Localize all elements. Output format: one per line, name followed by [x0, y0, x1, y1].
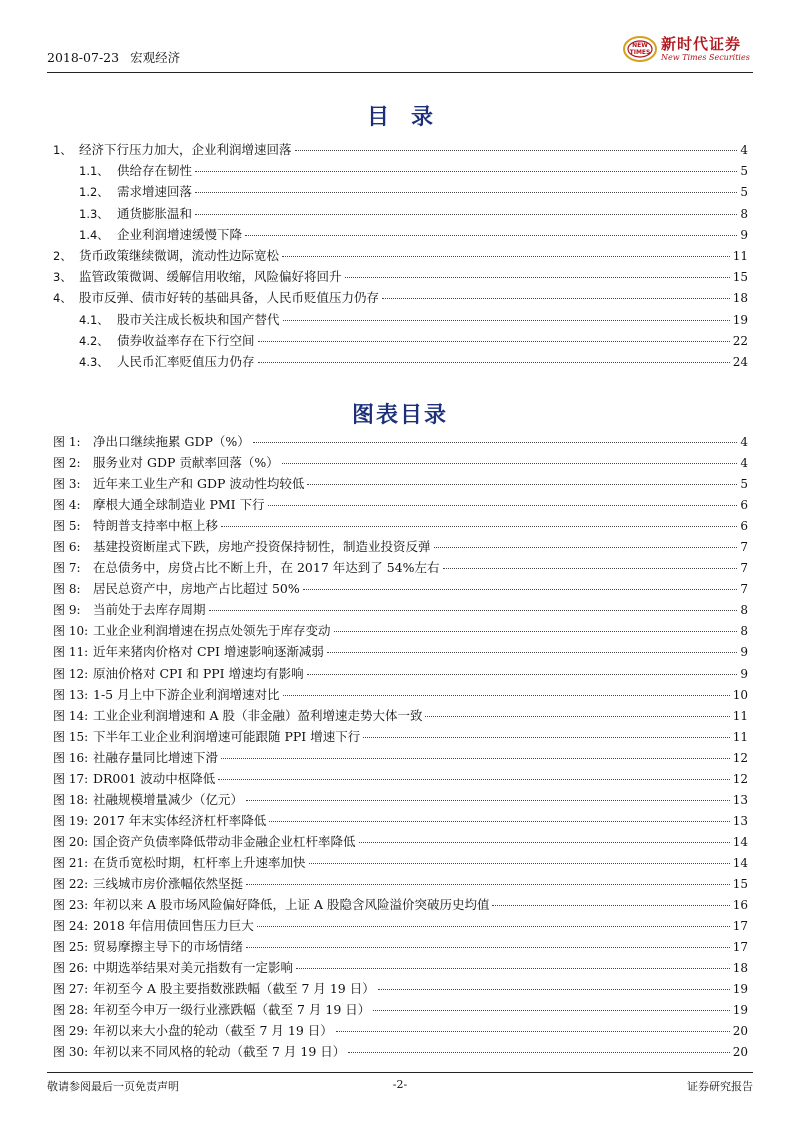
- figure-entry-page: 10: [732, 687, 748, 702]
- toc-entry[interactable]: [53, 267, 748, 288]
- leader-dots: [195, 171, 737, 172]
- leader-dots: [434, 547, 738, 548]
- figure-entry-page: 20: [732, 1045, 748, 1060]
- leader-dots: [258, 341, 730, 342]
- figure-entry[interactable]: [53, 579, 748, 600]
- figure-entry-number: 图 19:: [53, 813, 89, 828]
- leader-dots: [359, 842, 730, 843]
- toc-entry[interactable]: [53, 204, 748, 225]
- figure-entry-number: 图 12:: [53, 666, 89, 681]
- figure-entry-number: 图 30:: [53, 1045, 89, 1060]
- toc-entry-page: 15: [732, 270, 748, 285]
- leader-dots: [373, 1010, 729, 1011]
- figure-entry-number: 图 24:: [53, 919, 89, 934]
- figure-entry-number: 图 15:: [53, 729, 89, 744]
- toc-entry-number: 4.1、: [79, 312, 109, 327]
- leader-dots: [282, 463, 738, 464]
- figure-entry-label: 当前处于去库存周期: [93, 602, 206, 618]
- figure-entry-number: 图 6:: [53, 540, 81, 555]
- figure-entry[interactable]: [53, 664, 748, 685]
- leader-dots: [425, 716, 729, 717]
- figure-entry[interactable]: [53, 558, 748, 579]
- figure-entry[interactable]: [53, 600, 748, 621]
- figure-entry-page: 17: [732, 919, 748, 934]
- figure-entry-number: 图 1:: [53, 435, 81, 449]
- figure-entry-page: 13: [732, 792, 748, 807]
- leader-dots: [283, 695, 730, 696]
- figure-entry-page: 15: [732, 876, 748, 891]
- figure-entry-label: 1-5 月上中下游企业利润增速对比: [93, 686, 280, 702]
- leader-dots: [443, 568, 738, 569]
- figure-entry-page: 13: [732, 813, 748, 828]
- leader-dots: [363, 737, 730, 738]
- toc-entry-label: 通货膨胀温和: [117, 205, 193, 221]
- figure-entry-label: 在货币宽松时期，杠杆率上升速率加快: [93, 854, 306, 870]
- figure-entry-label: 特朗普支持率中枢上移: [93, 518, 219, 534]
- figure-entry-label: 年初以来大小盘的轮动（截至 7 月 19 日）: [93, 1023, 333, 1039]
- page-header: [47, 30, 753, 73]
- leader-dots: [221, 758, 730, 759]
- figure-entry[interactable]: [53, 727, 748, 748]
- figure-entry-page: 18: [732, 961, 748, 976]
- toc-list: [53, 140, 748, 373]
- figure-entry[interactable]: [53, 748, 748, 769]
- toc-entry[interactable]: [53, 246, 748, 267]
- figure-entry-page: 8: [740, 624, 748, 639]
- figure-entry-page: 6: [740, 498, 748, 513]
- figure-entry-number: 图 2:: [53, 456, 81, 471]
- figure-entry-number: 图 29:: [53, 1024, 89, 1039]
- leader-dots: [382, 298, 730, 299]
- leader-dots: [303, 589, 738, 590]
- figure-entry-number: 图 27:: [53, 982, 89, 997]
- figure-entry[interactable]: [53, 832, 748, 853]
- toc-entry-label: 经济下行压力加大，企业利润增速回落: [79, 142, 292, 157]
- figure-entry-page: 9: [740, 666, 748, 681]
- figure-entry[interactable]: [53, 853, 748, 874]
- figure-entry-page: 12: [732, 750, 748, 765]
- figure-entry-page: 20: [732, 1024, 748, 1039]
- leader-dots: [307, 674, 738, 675]
- figure-entry-page: 7: [740, 582, 748, 597]
- leader-dots: [378, 989, 730, 990]
- figure-entry-page: 14: [732, 834, 748, 849]
- figure-entry-number: 图 28:: [53, 1003, 89, 1018]
- figure-entry-label: 社融存量同比增速下滑: [93, 749, 219, 765]
- figure-entry-number: 图 18:: [53, 792, 89, 807]
- leader-dots: [245, 235, 737, 236]
- leader-dots: [209, 610, 738, 611]
- figure-entry-page: 6: [740, 519, 748, 534]
- leader-dots: [309, 863, 730, 864]
- figure-entry-number: 图 3:: [53, 477, 81, 492]
- figure-entry[interactable]: [53, 432, 748, 453]
- figure-entry-label: 在总债务中，房贷占比不断上升，在 2017 年达到了 54%左右: [93, 560, 440, 576]
- figure-entry-number: 图 16:: [53, 750, 89, 765]
- figure-entry-page: 8: [740, 603, 748, 618]
- leader-dots: [258, 362, 730, 363]
- figure-entry-label: 2017 年末实体经济杠杆率降低: [93, 812, 267, 828]
- toc-entry[interactable]: [53, 331, 748, 352]
- logo-emblem-icon: [623, 34, 657, 64]
- disclaimer-note: 敬请参阅最后一页免责声明: [47, 1080, 179, 1093]
- figure-entry[interactable]: [53, 706, 748, 727]
- toc-entry-page: 19: [732, 312, 748, 327]
- figure-entry[interactable]: [53, 685, 748, 706]
- figure-entry[interactable]: [53, 621, 748, 642]
- figure-entry[interactable]: [53, 1042, 748, 1063]
- leader-dots: [253, 442, 738, 443]
- logo-english-name: New Times Securities: [661, 53, 750, 62]
- figure-entry[interactable]: [53, 811, 748, 832]
- report-category: 宏观经济: [130, 50, 181, 65]
- leader-dots: [246, 800, 730, 801]
- leader-dots: [295, 150, 738, 151]
- figure-entry-number: 图 22:: [53, 876, 89, 891]
- figure-entry-page: 17: [732, 940, 748, 955]
- toc-entry-label: 股市反弹、债市好转的基础具备，人民币贬值压力仍存: [79, 290, 380, 306]
- toc-entry-label: 企业利润增速缓慢下降: [117, 226, 243, 242]
- figure-entry[interactable]: [53, 979, 748, 1000]
- figure-entry[interactable]: [53, 453, 748, 474]
- figure-entry[interactable]: [53, 474, 748, 495]
- toc-entry-number: 1.3、: [79, 206, 109, 221]
- figure-entry[interactable]: [53, 937, 748, 958]
- figure-entry[interactable]: [53, 1021, 748, 1042]
- leader-dots: [348, 1052, 729, 1053]
- leader-dots: [257, 926, 730, 927]
- toc-entry-label: 监管政策微调、缓解信用收缩，风险偏好将回升: [79, 269, 342, 285]
- figure-entry-page: 11: [732, 729, 748, 744]
- figure-entry-number: 图 13:: [53, 687, 89, 702]
- figure-entry[interactable]: [53, 790, 748, 811]
- leader-dots: [492, 905, 729, 906]
- leader-dots: [195, 192, 737, 193]
- figure-entry-number: 图 10:: [53, 624, 89, 639]
- figure-entry-label: 服务业对 GDP 贡献率回落（%）: [93, 455, 279, 471]
- figure-entry-page: 11: [732, 708, 748, 723]
- leader-dots: [327, 652, 737, 653]
- toc-entry[interactable]: [53, 310, 748, 331]
- toc-entry[interactable]: [53, 288, 748, 309]
- figure-entry-number: 图 9:: [53, 603, 81, 618]
- figure-entry-label: 工业企业利润增速在拐点处领先于库存变动: [93, 623, 331, 639]
- figure-entry-label: 贸易摩擦主导下的市场情绪: [93, 939, 244, 955]
- figure-entry-number: 图 23:: [53, 898, 89, 913]
- figure-entry-page: 5: [740, 477, 748, 492]
- toc-entry-label: 股市关注成长板块和国产替代: [117, 311, 280, 327]
- header-meta: [47, 48, 187, 66]
- figure-entry-number: 图 7:: [53, 561, 81, 576]
- figure-entry-page: 19: [732, 1003, 748, 1018]
- leader-dots: [246, 884, 730, 885]
- toc-entry[interactable]: [53, 182, 748, 203]
- figure-entry-number: 图 25:: [53, 940, 89, 955]
- toc-entry-label: 需求增速回落: [117, 184, 193, 200]
- figure-entry-label: 净出口继续拖累 GDP（%）: [93, 434, 250, 449]
- leader-dots: [268, 505, 738, 506]
- toc-entry-page: 11: [732, 248, 748, 263]
- toc-entry-number: 4.2、: [79, 333, 109, 348]
- figure-entry[interactable]: [53, 874, 748, 895]
- leader-dots: [221, 526, 737, 527]
- figure-list: [53, 432, 748, 1063]
- figure-entry-label: 2018 年信用债回售压力巨大: [93, 918, 254, 934]
- figure-entry-label: 年初至今申万一级行业涨跌幅（截至 7 月 19 日）: [93, 1002, 371, 1018]
- figure-entry-page: 9: [740, 645, 748, 660]
- leader-dots: [269, 821, 729, 822]
- toc-entry-number: 1.2、: [79, 185, 109, 200]
- figure-entry-page: 19: [732, 982, 748, 997]
- toc-entry-page: 24: [732, 354, 748, 369]
- figure-entry-number: 图 17:: [53, 771, 89, 786]
- figure-entry[interactable]: [53, 958, 748, 979]
- toc-entry-page: 22: [732, 333, 748, 348]
- toc-entry-number: 3、: [53, 270, 72, 285]
- figure-entry-page: 7: [740, 540, 748, 555]
- leader-dots: [334, 631, 738, 632]
- figure-entry-page: 12: [732, 771, 748, 786]
- figure-entry-label: 基建投资断崖式下跌，房地产投资保持韧性，制造业投资反弹: [93, 539, 431, 555]
- figure-entry-page: 4: [740, 435, 748, 449]
- leader-dots: [195, 214, 737, 215]
- toc-entry[interactable]: [53, 140, 748, 161]
- figure-list-title: 图表目录: [351, 403, 448, 428]
- figure-entry-label: 年初以来 A 股市场风险偏好降低，上证 A 股隐含风险溢价突破历史均值: [93, 897, 490, 913]
- figure-entry-label: 原油价格对 CPI 和 PPI 增速均有影响: [93, 665, 304, 681]
- figure-entry-label: 工业企业利润增速和 A 股（非金融）盈利增速走势大体一致: [93, 707, 423, 723]
- figure-entry-page: 16: [732, 898, 748, 913]
- figure-entry-label: 近年来猪肉价格对 CPI 增速影响逐渐减弱: [93, 644, 324, 660]
- toc-title: 目录: [366, 105, 455, 130]
- toc-entry[interactable]: [53, 352, 748, 373]
- figure-entry-label: 国企资产负债率降低带动非金融企业杠杆率降低: [93, 833, 356, 849]
- toc-entry-page: 5: [740, 185, 748, 200]
- toc-entry-page: 9: [740, 227, 748, 242]
- toc-entry-label: 债券收益率存在下行空间: [117, 332, 255, 348]
- figure-entry[interactable]: [53, 895, 748, 916]
- toc-entry[interactable]: [53, 161, 748, 182]
- figure-entry-label: 社融规模增量减少（亿元）: [93, 791, 244, 807]
- toc-entry-number: 4、: [53, 291, 72, 306]
- figure-entry[interactable]: [53, 1000, 748, 1021]
- leader-dots: [336, 1031, 730, 1032]
- report-date: 2018-07-23: [47, 50, 120, 65]
- toc-entry-page: 8: [740, 206, 748, 221]
- toc-entry-label: 人民币汇率贬值压力仍存: [117, 353, 255, 369]
- figure-entry[interactable]: [53, 495, 748, 516]
- figure-entry-label: 近年来工业生产和 GDP 波动性均较低: [93, 476, 305, 492]
- toc-entry-label: 货币政策继续微调，流动性边际宽松: [79, 247, 280, 263]
- leader-dots: [345, 277, 730, 278]
- page-number: -2-: [392, 1078, 408, 1091]
- figure-entry-label: 中期选举结果对美元指数有一定影响: [93, 960, 294, 976]
- figure-entry-label: DR001 波动中枢降低: [93, 770, 216, 786]
- figure-entry-number: 图 26:: [53, 961, 89, 976]
- figure-entry-label: 居民总资产中，房地产占比超过 50%: [93, 581, 300, 597]
- figure-entry-number: 图 8:: [53, 582, 81, 597]
- toc-entry-page: 4: [740, 143, 748, 157]
- leader-dots: [282, 256, 730, 257]
- figure-entry-number: 图 21:: [53, 855, 89, 870]
- leader-dots: [283, 320, 730, 321]
- figure-entry-number: 图 11:: [53, 645, 89, 660]
- figure-entry-label: 下半年工业企业利润增速可能跟随 PPI 增速下行: [93, 728, 361, 744]
- figure-entry[interactable]: [53, 516, 748, 537]
- toc-entry-number: 4.3、: [79, 354, 109, 369]
- logo-chinese-name: 新时代证券: [661, 35, 742, 53]
- leader-dots: [296, 968, 730, 969]
- figure-entry-number: 图 5:: [53, 519, 81, 534]
- figure-entry[interactable]: [53, 642, 748, 663]
- toc-entry-page: 5: [740, 164, 748, 179]
- toc-entry[interactable]: [53, 225, 748, 246]
- leader-dots: [218, 779, 729, 780]
- figure-entry[interactable]: [53, 537, 748, 558]
- figure-entry-number: 图 14:: [53, 708, 89, 723]
- figure-entry-page: 14: [732, 855, 748, 870]
- logo-emblem-line1: NEW: [632, 42, 648, 49]
- toc-entry-number: 1、: [53, 143, 72, 157]
- figure-entry[interactable]: [53, 916, 748, 937]
- toc-entry-page: 18: [732, 291, 748, 306]
- toc-entry-number: 2、: [53, 248, 72, 263]
- figure-entry[interactable]: [53, 769, 748, 790]
- company-logo: [623, 30, 753, 70]
- toc-entry-label: 供给存在韧性: [117, 163, 193, 179]
- figure-entry-number: 图 4:: [53, 498, 81, 513]
- figure-entry-label: 年初至今 A 股主要指数涨跌幅（截至 7 月 19 日）: [93, 981, 375, 997]
- logo-emblem-line2: TIMES: [629, 49, 651, 56]
- figure-entry-number: 图 20:: [53, 834, 89, 849]
- leader-dots: [307, 484, 737, 485]
- figure-entry-label: 摩根大通全球制造业 PMI 下行: [93, 497, 265, 513]
- report-type: 证券研究报告: [687, 1080, 753, 1093]
- figure-entry-page: 7: [740, 561, 748, 576]
- page-footer: [47, 1072, 753, 1103]
- figure-entry-label: 三线城市房价涨幅依然坚挺: [93, 875, 244, 891]
- figure-entry-page: 4: [740, 456, 748, 471]
- toc-entry-number: 1.4、: [79, 227, 109, 242]
- toc-entry-number: 1.1、: [79, 164, 109, 179]
- figure-entry-label: 年初以来不同风格的轮动（截至 7 月 19 日）: [93, 1044, 346, 1060]
- leader-dots: [246, 947, 730, 948]
